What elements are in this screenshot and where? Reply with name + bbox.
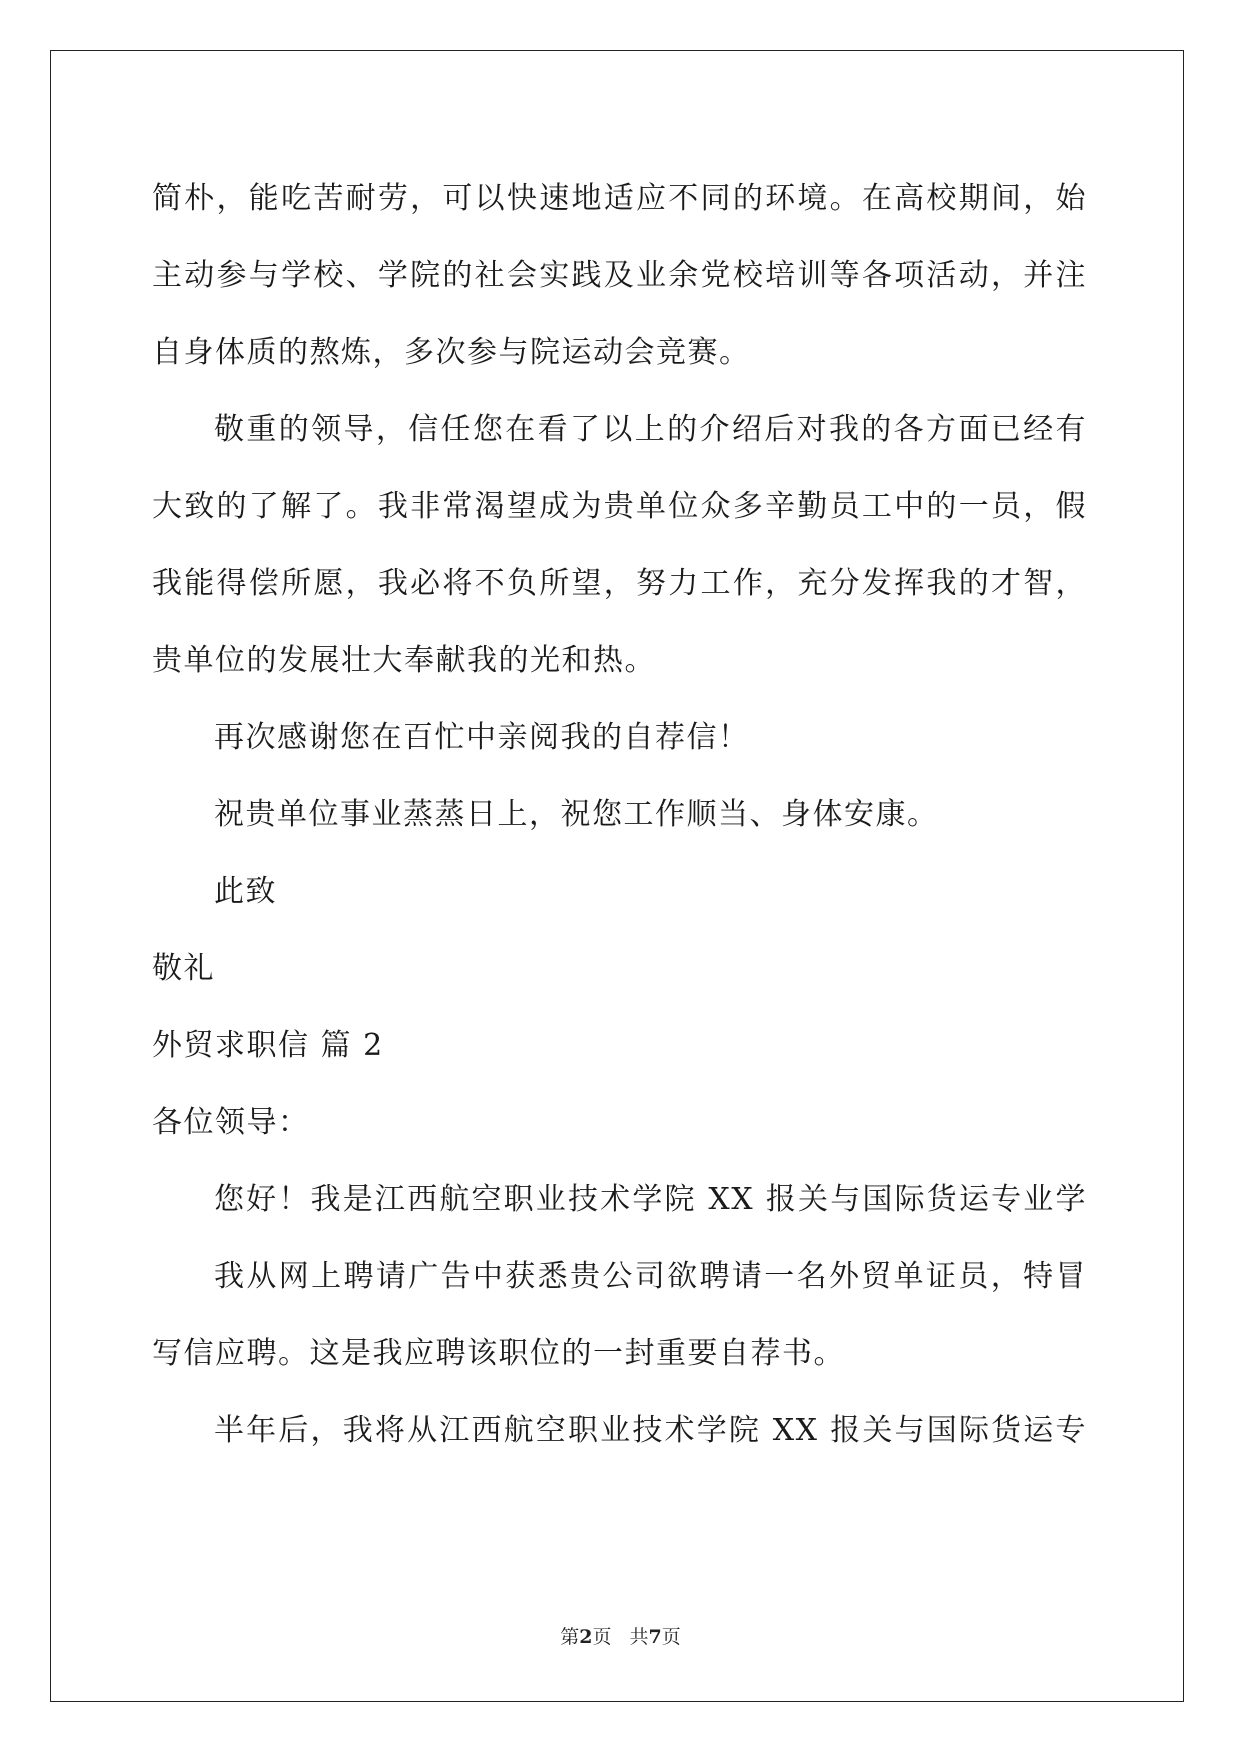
body-line: 半年后，我将从江西航空职业技术学院 XX 报关与国际货运专 — [214, 1413, 1087, 1448]
total-prefix: 共 — [629, 1626, 649, 1648]
total-suffix: 页 — [661, 1626, 681, 1648]
body-line: 主动参与学校、学院的社会实践及业余党校培训等各项活动，并注 — [152, 258, 1087, 293]
body-line: 我从网上聘请广告中获悉贵公司欲聘请一名外贸单证员，特冒 — [214, 1259, 1087, 1294]
body-line: 敬重的领导，信任您在看了以上的介绍后对我的各方面已经有 — [214, 412, 1087, 447]
body-line: 大致的了解了。我非常渴望成为贵单位众多辛勤员工中的一员，假 — [152, 489, 1087, 524]
body-line: 您好！我是江西航空职业技术学院 XX 报关与国际货运专业学 — [214, 1182, 1087, 1217]
document-body — [152, 160, 1087, 1469]
body-line: 自身体质的熬炼，多次参与院运动会竞赛。 — [152, 335, 751, 370]
total-pages: 7 — [648, 1626, 662, 1648]
page-number: 2 — [579, 1626, 593, 1648]
greeting-line: 各位领导： — [152, 1105, 310, 1140]
salutation-line: 敬礼 — [152, 951, 215, 986]
body-line: 我能得偿所愿，我必将不负所望，努力工作，充分发挥我的才智， — [152, 566, 1087, 601]
body-line: 祝贵单位事业蒸蒸日上，祝您工作顺当、身体安康。 — [214, 797, 939, 832]
closing-line: 此致 — [214, 874, 277, 909]
page-prefix: 第 — [560, 1626, 580, 1648]
body-line: 再次感谢您在百忙中亲阅我的自荐信！ — [214, 720, 750, 755]
body-line: 简朴，能吃苦耐劳，可以快速地适应不同的环境。在高校期间，始 — [152, 181, 1087, 216]
page-footer — [0, 1622, 1241, 1649]
body-line: 写信应聘。这是我应聘该职位的一封重要自荐书。 — [152, 1336, 845, 1371]
body-line: 贵单位的发展壮大奉献我的光和热。 — [152, 643, 656, 678]
page-suffix: 页 — [592, 1626, 612, 1648]
section-heading: 外贸求职信 篇 2 — [152, 1028, 384, 1063]
